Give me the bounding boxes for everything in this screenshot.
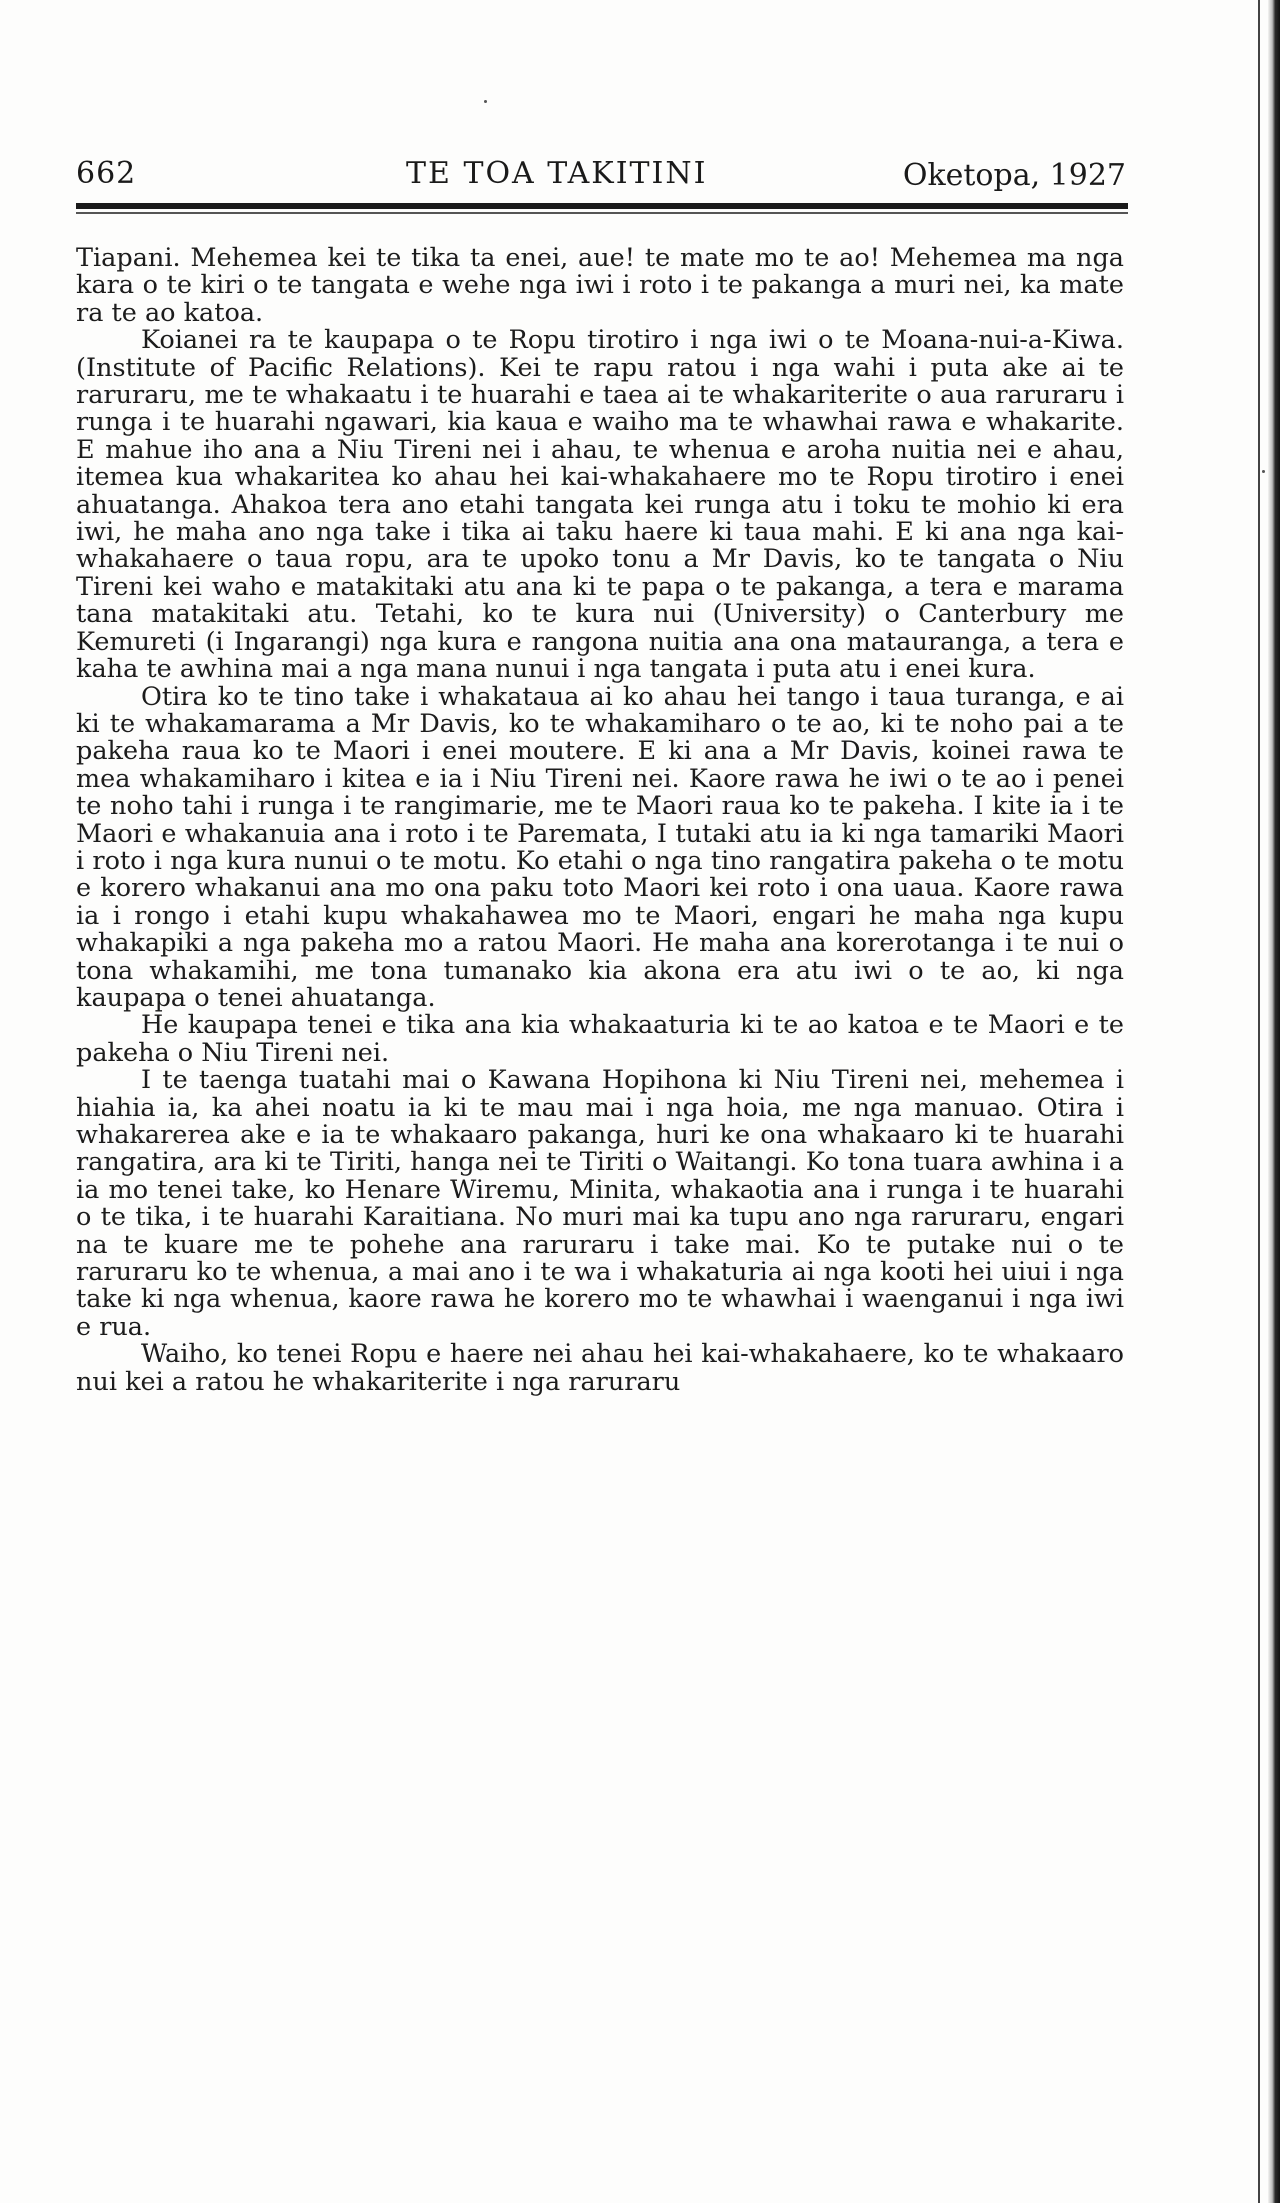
- article-body: [76, 245, 1124, 1396]
- running-title: TE TOA TAKITINI: [406, 156, 708, 191]
- paragraph: Tiapani. Mehemea kei te tika ta enei, aue! te mate mo te ao! Mehemea ma nga kara o te kiri o te tangata e wehe nga iwi i roto i te pakanga a muri nei, ka mate ra te ao katoa.: [76, 243, 1124, 328]
- running-header: [76, 150, 1126, 198]
- page-number: 662: [76, 156, 137, 191]
- paragraph: Otira ko te tino take i whakataua ai ko ahau hei tango i taua turanga, e ai ki te whakamarama a Mr Davis, ko te whakamiharo o te ao, ki te noho pai a te pakeha raua ko te Maori i enei moutere. E ki ana a Mr Davis, koinei rawa te mea whakamiharo i kitea e ia i Niu Tireni nei. Kaore rawa he iwi o te ao i penei te noho tahi i runga i te rangimarie, me te Maori raua ko te pakeha. I kite ia i te Maori e whakanuia ana i roto i te Paremata, I tutaki atu ia ki nga tamariki Maori i roto i nga kura nunui o te motu. Ko etahi o nga tino rangatira pakeha o te motu e korero whakanui ana mo ona paku toto Maori kei roto i ona uaua. Kaore rawa ia i rongo i etahi kupu whakahawea mo te Maori, engari he maha nga kupu whakapiki a nga pakeha mo a ratou Maori. He maha ana korerotanga i te nui o tona whakamihi, me tona tumanako kia akona era atu iwi o te ao, ki nga kaupapa o tenei ahuatanga.: [76, 681, 1124, 1013]
- paragraph: He kaupapa tenei e tika ana kia whakaaturia ki te ao katoa e te Maori e te pakeha o Niu Tireni nei.: [76, 1010, 1124, 1068]
- paragraph: Waiho, ko tenei Ropu e haere nei ahau hei kai-whakahaere, ko te whakaaro nui kei a ratou he whakariterite i nga raruraru: [76, 1339, 1124, 1397]
- header-rule-thin: [76, 212, 1128, 214]
- paragraph: Koianei ra te kaupapa o te Ropu tirotiro i nga iwi o te Moana-nui-a-Kiwa. (Institute of Pacific Relations). Kei te rapu ratou i nga wahi i puta ake ai te raruraru, me te whakaatu i te huarahi e taea ai te whakariterite o aua raruraru i runga i te huarahi ngawari, kia kaua e waiho ma te whawhai rawa e whakarite. E mahue iho ana a Niu Tireni nei i ahau, te whenua e aroha nuitia nei e ahau, itemea kua whakaritea ko ahau hei kai-whakahaere mo te Ropu tirotiro i enei ahuatanga. Ahakoa tera ano etahi tangata kei runga atu i toku te mohio ki era iwi, he maha ano nga take i tika ai taku haere ki taua mahi. E ki ana nga kai-whakahaere o taua ropu, ara te upoko tonu a Mr Davis, ko te tangata o Niu Tireni kei waho e matakitaki atu ana ki te papa o te pakanga, a tera e marama tana matakitaki atu. Tetahi, ko te kura nui (University) o Canterbury me Kemureti (i Ingarangi) nga kura e rangona nuitia ana ona matauranga, a tera e kaha te awhina mai a nga mana nunui i nga tangata i puta atu i enei kura.: [76, 325, 1124, 685]
- print-speck: [1262, 470, 1265, 473]
- header-rule: [76, 203, 1128, 209]
- page-binding-edge: [1268, 0, 1280, 2203]
- print-speck: [484, 100, 487, 103]
- paragraph: I te taenga tuatahi mai o Kawana Hopihona ki Niu Tireni nei, mehemea i hiahia ia, ka ahei noatu ia ki te mau mai i nga hoia, me nga manuao. Otira i whakarerea ake e ia te whakaaro pakanga, huri ke ona whakaaro ki te huarahi rangatira, ara ki te Tiriti, hanga nei te Tiriti o Waitangi. Ko tona tuara awhina i a ia mo tenei take, ko Henare Wiremu, Minita, whakaotia ana i runga i te huarahi o te tika, i te huarahi Karaitiana. No muri mai ka tupu ano nga raruraru, engari na te kuare me te pohehe ana raruraru i take mai. Ko te putake nui o te raruraru ko te whenua, a mai ano i te wa i whakaturia ai nga kooti hei uiui i nga take ki nga whenua, kaore rawa he korero mo te whawhai i waenganui i nga iwi e rua.: [76, 1065, 1124, 1342]
- issue-date: Oketopa, 1927: [902, 158, 1126, 193]
- page-edge-line: [1258, 0, 1260, 2203]
